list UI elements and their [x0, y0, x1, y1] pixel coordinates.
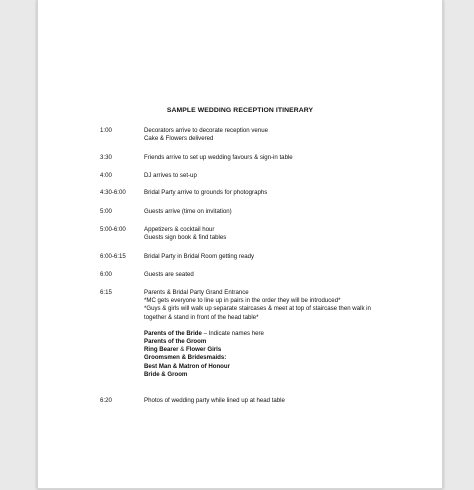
activity-line: Guests are seated	[144, 271, 194, 278]
activity-line: together & stand in front of the head table*	[144, 313, 259, 321]
time-label: 6:00-6:15	[100, 253, 126, 260]
entrance-name: Parents of the Bride	[144, 329, 202, 337]
entrance-name: Flower Girls	[186, 346, 222, 354]
activity-description	[144, 271, 384, 279]
activity-line: Appetizers & cocktail hour	[144, 226, 215, 233]
time-label: 6:20	[100, 397, 112, 404]
activity-description	[144, 154, 384, 162]
activity-line: Cake & Flowers delivered	[144, 135, 214, 143]
time-label: 4:00	[100, 172, 112, 179]
activity-line: Decorators arrive to decorate reception venue	[144, 127, 268, 134]
time-label: 3:30	[100, 154, 112, 161]
activity-line: *MC gets everyone to line up in pairs in the order they will be introduced*	[144, 297, 341, 305]
time-label: 4:30-6:00	[100, 189, 126, 196]
activity-line: Friends arrive to set up wedding favours & sign-in table	[144, 154, 293, 161]
activity-description	[144, 397, 384, 405]
time-label: 6:15	[100, 289, 112, 296]
activity-line: DJ arrives to set-up	[144, 172, 197, 179]
activity-line: Bridal Party in Bridal Room getting ready	[144, 253, 255, 260]
activity-description	[144, 172, 384, 180]
entrance-parents-bride	[144, 330, 384, 338]
activity-line: Parents & Bridal Party Grand Entrance	[144, 289, 249, 296]
time-label: 1:00	[100, 127, 112, 134]
activity-description	[144, 289, 384, 379]
entrance-groomsmen: Groomsmen & Bridesmaids:	[144, 354, 227, 362]
document-title: SAMPLE WEDDING RECEPTION ITINERARY	[166, 107, 314, 114]
activity-line: Guests arrive (time on invitation)	[144, 208, 232, 215]
activity-description	[144, 253, 384, 261]
time-label: 5:00-6:00	[100, 226, 126, 233]
activity-line: Bridal Party arrive to grounds for photographs	[144, 189, 268, 196]
entrance-name: Ring Bearer	[144, 346, 179, 354]
activity-description	[144, 127, 384, 143]
entrance-ring-bearer	[144, 346, 384, 354]
activity-description	[144, 189, 384, 197]
entrance-note: – Indicate names here	[201, 329, 264, 337]
entrance-best-man: Best Man & Matron of Honour	[144, 362, 230, 370]
entrance-amp: &	[178, 346, 186, 354]
entrance-bride-groom: Bride & Groom	[144, 370, 188, 378]
entrance-parents-groom: Parents of the Groom	[144, 338, 207, 346]
activity-description	[144, 208, 384, 216]
activity-line: Photos of wedding party while lined up at head table	[144, 397, 285, 404]
activity-line: *Guys & girls will walk up separate staircases & meet at top of staircase then walk in	[144, 305, 371, 313]
document-page	[37, 0, 443, 489]
time-label: 6:00	[100, 271, 112, 278]
activity-description	[144, 226, 384, 242]
time-label: 5:00	[100, 208, 112, 215]
activity-line: Guests sign book & find tables	[144, 234, 227, 242]
